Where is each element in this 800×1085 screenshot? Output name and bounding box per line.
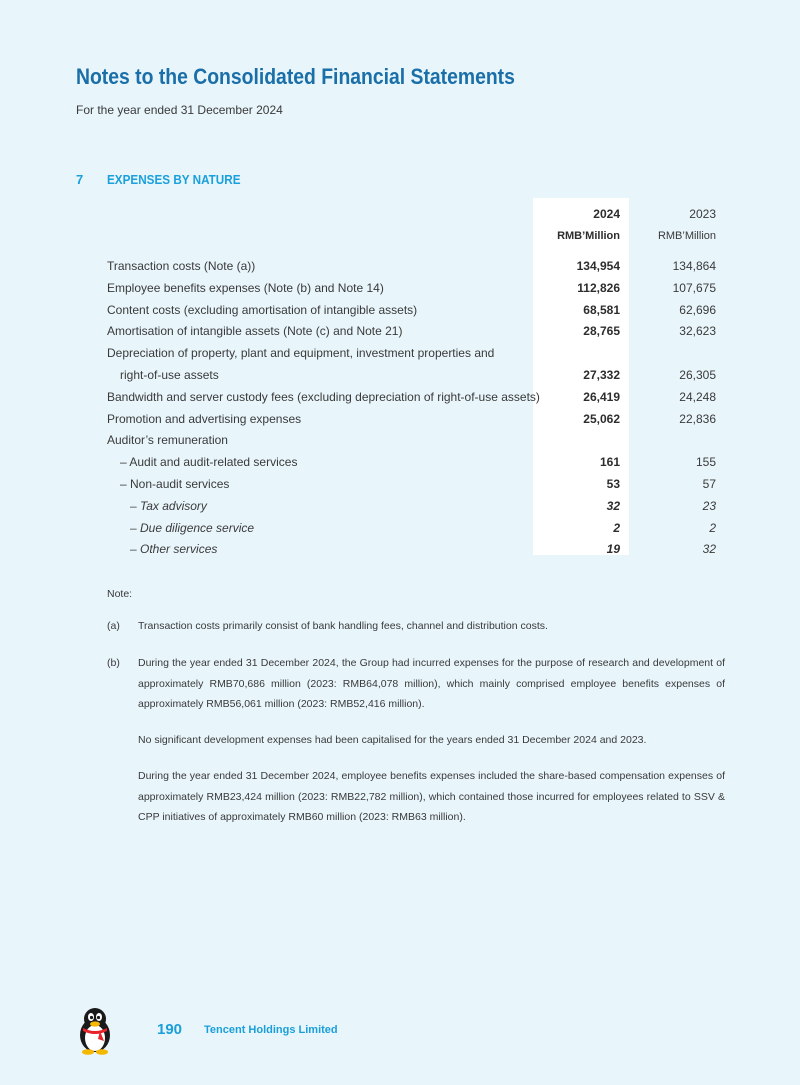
table-row xyxy=(0,474,800,496)
table-row xyxy=(0,343,800,365)
unit-header-2024: RMB’Million xyxy=(557,230,620,242)
value-2024: 2 xyxy=(613,520,620,535)
column-header-2023: 2023 xyxy=(689,207,716,221)
note-b xyxy=(107,653,725,715)
value-2023: 57 xyxy=(702,476,716,491)
value-2024: 161 xyxy=(599,455,620,470)
row-label: Amortisation of intangible assets (Note (c) and Note 21) xyxy=(107,324,403,339)
row-label: Bandwidth and server custody fees (excluding depreciation of right-of-use assets) xyxy=(107,389,540,404)
page-title: Notes to the Consolidated Financial Statements xyxy=(76,64,515,89)
section-title: EXPENSES BY NATURE xyxy=(107,172,241,187)
note-b-text-3: During the year ended 31 December 2024, employee benefits expenses included the share-based compensation expenses of approximately RMB23,424 million (2023: RMB22,782 million), which contained those incurred for employees related to SSV & CPP initiatives of approximately RMB60 million (2023: RMB63 million). xyxy=(138,770,725,823)
value-2024: 25,062 xyxy=(583,411,620,426)
section-heading xyxy=(76,172,255,187)
table-row xyxy=(0,430,800,452)
row-label: Transaction costs (Note (a)) xyxy=(107,259,256,273)
note-b-text-2: No significant development expenses had been capitalised for the years ended 31 December 2024 and 2023. xyxy=(138,734,647,746)
table-row xyxy=(0,321,800,343)
value-2023: 134,864 xyxy=(672,259,716,273)
value-2024: 112,826 xyxy=(577,280,620,295)
value-2023: 26,305 xyxy=(679,367,716,382)
value-2023: 22,836 xyxy=(679,411,716,426)
column-header-2024: 2024 xyxy=(593,207,620,221)
note-b-label: (b) xyxy=(107,657,120,669)
note-a-text: Transaction costs primarily consist of bank handling fees, channel and distribution costs. xyxy=(138,620,548,632)
value-2023: 62,696 xyxy=(679,302,716,317)
row-label: Depreciation of property, plant and equipment, investment properties and xyxy=(107,346,495,361)
table-row xyxy=(0,409,800,431)
row-label: Content costs (excluding amortisation of intangible assets) xyxy=(107,302,418,317)
value-2024: 68,581 xyxy=(583,302,620,317)
value-2024: 32 xyxy=(606,498,620,513)
note-a xyxy=(107,616,725,637)
page-subtitle: For the year ended 31 December 2024 xyxy=(76,103,283,117)
table-row xyxy=(0,387,800,409)
value-2023: 23 xyxy=(702,498,716,513)
value-2024: 28,765 xyxy=(583,324,620,339)
row-label: – Tax advisory xyxy=(130,498,207,513)
penguin-mascot-icon xyxy=(74,1005,116,1055)
value-2023: 107,675 xyxy=(672,280,716,295)
value-2024: 26,419 xyxy=(583,389,620,404)
row-label: Auditor’s remuneration xyxy=(107,433,228,448)
note-b-para-2 xyxy=(107,730,725,751)
value-2023: 155 xyxy=(695,455,716,470)
table-row xyxy=(0,518,800,540)
value-2024: 19 xyxy=(606,542,620,557)
table-row xyxy=(0,300,800,322)
row-label: right-of-use assets xyxy=(120,367,219,382)
table-row xyxy=(0,256,800,278)
value-2023: 32 xyxy=(702,542,716,557)
company-name: Tencent Holdings Limited xyxy=(204,1024,338,1036)
note-a-label: (a) xyxy=(107,620,120,632)
value-2024: 134,954 xyxy=(576,259,620,273)
note-b-text-1: During the year ended 31 December 2024, the Group had incurred expenses for the purpose of research and development of approximately RMB70,686 million (2023: RMB64,078 million), which mainly comprised employee benefits expenses of approximately RMB56,061 million (2023: RMB52,416 million). xyxy=(138,657,725,710)
value-2023: 32,623 xyxy=(679,324,716,339)
value-2023: 24,248 xyxy=(679,389,716,404)
notes-heading: Note: xyxy=(107,588,133,600)
table-row xyxy=(0,278,800,300)
section-number: 7 xyxy=(76,172,84,187)
expenses-table xyxy=(0,256,800,561)
table-row xyxy=(0,496,800,518)
note-b-para-3 xyxy=(107,766,725,828)
value-2024: 27,332 xyxy=(583,367,620,382)
table-row xyxy=(0,452,800,474)
row-label: – Other services xyxy=(130,542,218,557)
row-label: Promotion and advertising expenses xyxy=(107,411,302,426)
row-label: Employee benefits expenses (Note (b) and Note 14) xyxy=(107,280,384,295)
unit-header-2023: RMB’Million xyxy=(657,230,716,242)
value-2024: 53 xyxy=(606,476,620,491)
table-row xyxy=(0,365,800,387)
page-number: 190 xyxy=(157,1021,183,1038)
row-label: – Non-audit services xyxy=(120,476,230,491)
value-2023: 2 xyxy=(709,520,716,535)
row-label: – Due diligence service xyxy=(130,520,255,535)
row-label: – Audit and audit-related services xyxy=(120,455,298,470)
table-row xyxy=(0,539,800,561)
